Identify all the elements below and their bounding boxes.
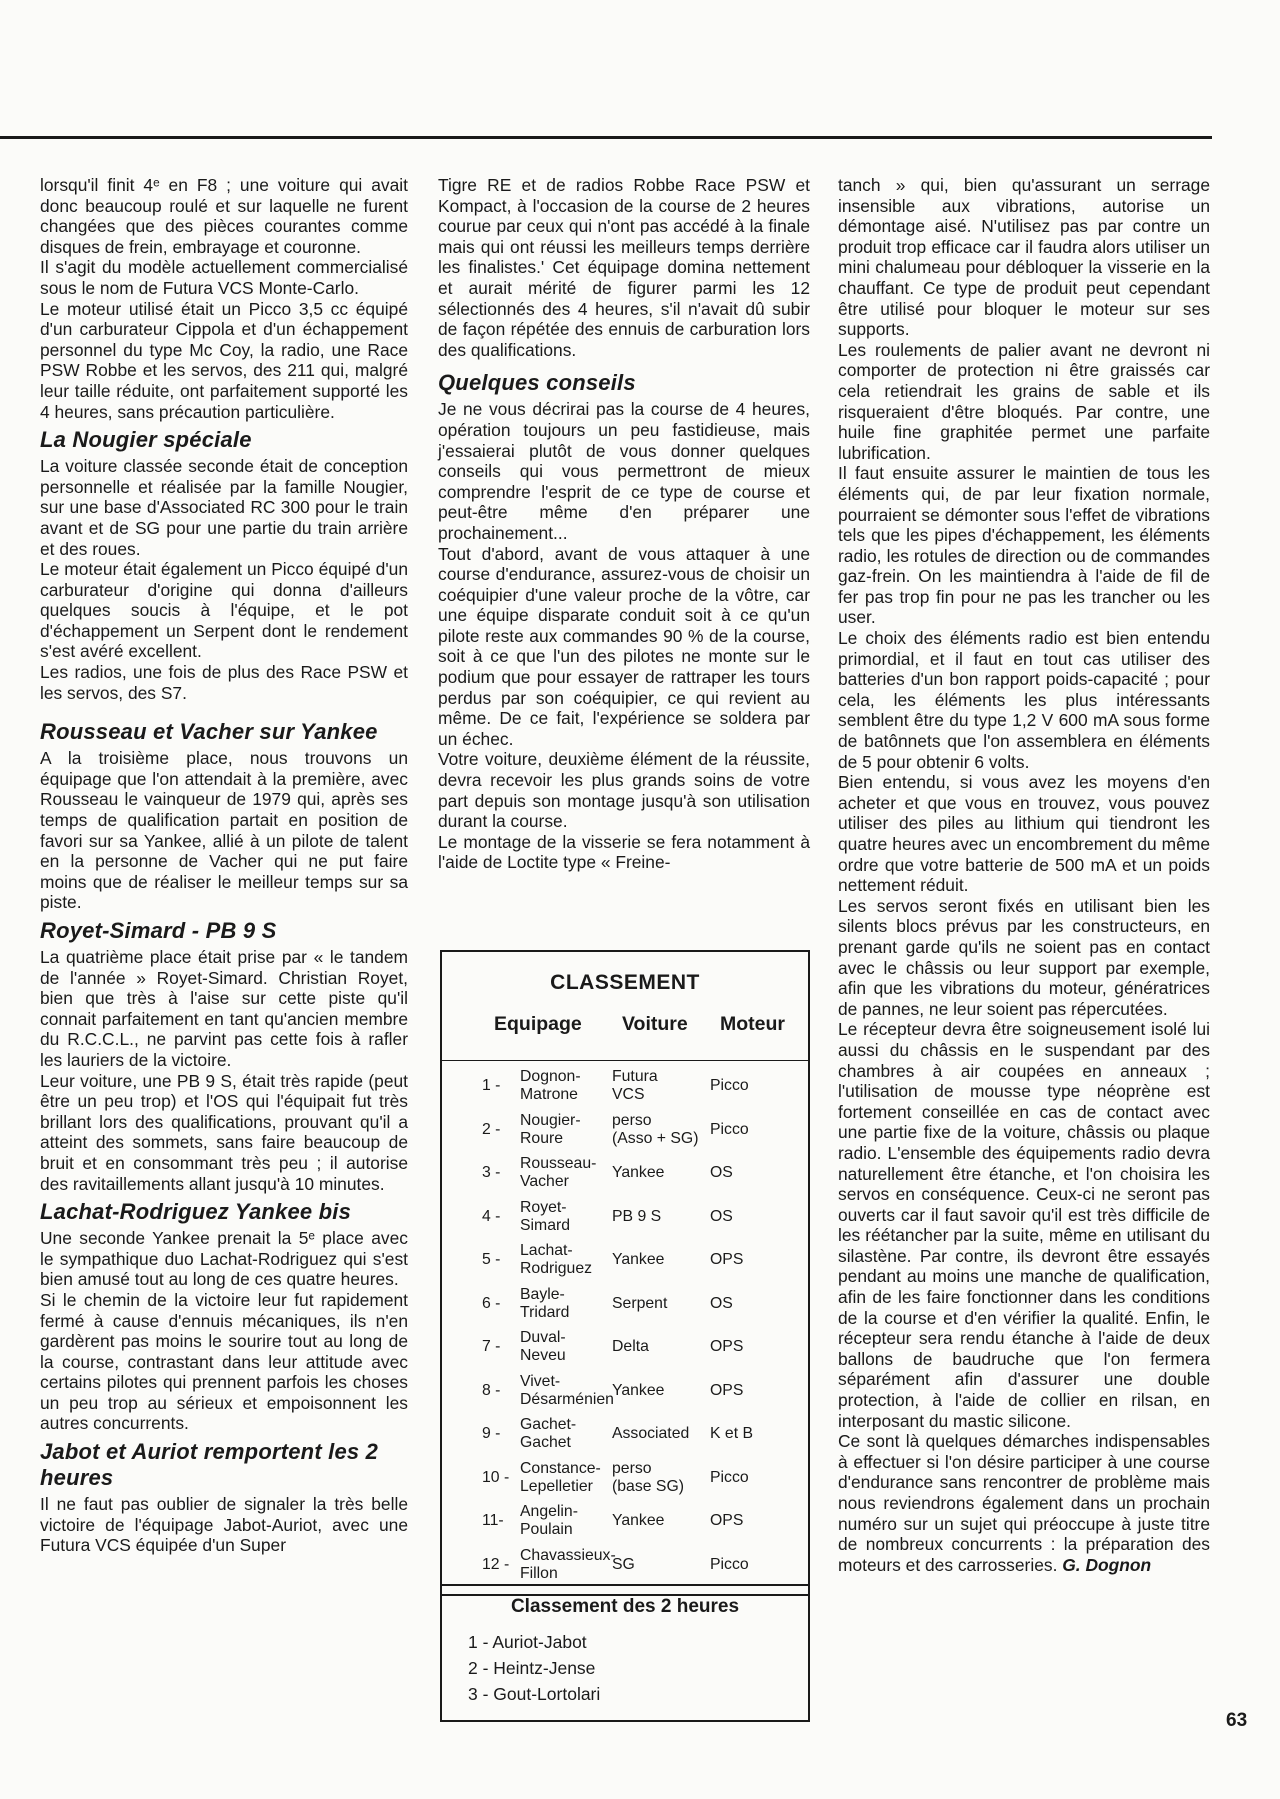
author-signature: G. Dognon — [1062, 1554, 1152, 1575]
classement-row — [442, 1547, 808, 1589]
paragraph: Tout d'abord, avant de vous attaquer à une course d'endurance, assurez-vous de choisir un coéquipier d'une valeur proche de la vôtre, car une équipe disparate conduit soit à ce qu'un pilote reste aux commandes 90 % de la course, soit à ce que l'un des pilotes ne monte sur le podium que pour essayer de rattraper les tours perdus par son coéquipier, ce qui revient au même. De ce fait, l'expérience se soldera par un échec. — [438, 543, 810, 749]
classement-header — [442, 1013, 808, 1045]
classement-2h-row: 2 - Heintz-Jense — [468, 1658, 596, 1678]
header-moteur: Moteur — [720, 1013, 785, 1035]
classement-row — [442, 1329, 808, 1371]
classement-row — [442, 1460, 808, 1502]
engine-cell: OPS — [710, 1338, 744, 1355]
car-cell: PB 9 S — [612, 1207, 662, 1225]
crew-cell: Nougier- Roure — [520, 1111, 581, 1147]
car-cell: perso (Asso + SG) — [612, 1111, 699, 1147]
paragraph: Les roulements de palier avant ne devront ni comporter de protection ni être graissés car cela retiendrait les grains de sable et ils risqueraient d'être bloqués. Par contre, une huile fine graphitée permet une parfaite lubrification. — [838, 339, 1210, 463]
classement-row — [442, 1286, 808, 1328]
engine-cell: OPS — [710, 1251, 744, 1268]
rank-cell: 9 - — [482, 1425, 501, 1442]
engine-cell: Picco — [710, 1468, 749, 1486]
paragraph: Une seconde Yankee prenait la 5ᵉ place avec le sympathique duo Lachat-Rodriguez qui s'est bien amusé tout au long de ces quatre heures. — [40, 1228, 408, 1290]
classement-row — [442, 1373, 808, 1415]
classement-2h-row: 3 - Gout-Lortolari — [468, 1684, 601, 1704]
closing-text: Ce sont là quelques démarches indispensables à effectuer si l'on désire participer à une course d'endurance sans rencontrer de problème mais nous reviendrons également dans un prochain numéro sur un sujet qui préoccupe à juste titre de nombreux concurrents : la préparation des moteurs et des carrosseries. — [838, 1431, 1210, 1575]
paragraph: Le récepteur devra être soigneusement isolé lui aussi du châssis en le suspendant par des chambres à air coupées en anneaux ; l'utilisation de mousse type néoprène est fortement conseillée en cas de contact avec une partie fixe de la voiture, châssis ou plaque radio. L'ensemble des équipements radio devra naturellement être étanche, et l'on choisira les servos en conséquence. Ceux-ci ne seront pas ouverts car il faut savoir qu'il est très difficile de les réétancher par la suite, même en utilisant du silastène. Par contre, ils devront être essayés pendant au moins une manche de qualification, afin de les faire fonctionner dans les conditions de la course et d'en vérifier la qualité. Enfin, le récepteur sera rendu étanche à l'aide de deux ballons de baudruche que l'on fermera séparément afin d'assurer une double protection, à l'aide de collier en rilsan, en interposant du mastic silicone. — [838, 1019, 1210, 1431]
classement-row — [442, 1155, 808, 1197]
rank-cell: 11- — [482, 1512, 504, 1529]
classement-box — [440, 950, 810, 1586]
classement-title: CLASSEMENT — [550, 971, 700, 994]
car-cell: Delta — [612, 1338, 649, 1355]
classement-row — [442, 1503, 808, 1545]
paragraph — [838, 1431, 1210, 1575]
header-divider — [442, 1060, 808, 1061]
crew-cell: Gachet- Gachet — [520, 1416, 577, 1451]
rank-cell: 8 - — [482, 1381, 501, 1399]
section-heading: Jabot et Auriot remportent les 2 heures — [40, 1439, 379, 1491]
engine-cell: OPS — [710, 1381, 744, 1399]
column-2 — [438, 175, 810, 873]
crew-cell: Vivet- Désarménien — [520, 1372, 614, 1408]
crew-cell: Constance- Lepelletier — [520, 1459, 601, 1495]
engine-cell: Picco — [710, 1555, 749, 1573]
paragraph: Le moteur était également un Picco équipé d'un carburateur d'origine qui donna d'ailleurs quelques soucis à l'équipe, et le pot d'échappement un Serpent dont le rendement s'est avéré excellent. — [40, 559, 408, 662]
car-cell: SG — [612, 1555, 635, 1573]
engine-cell: OPS — [710, 1512, 744, 1529]
header-equipage: Equipage — [494, 1013, 582, 1035]
classement-row — [442, 1068, 808, 1110]
classement-2h-title: Classement des 2 heures — [510, 1596, 740, 1617]
rank-cell: 5 - — [482, 1251, 501, 1268]
crew-cell: Lachat- Rodriguez — [520, 1242, 593, 1277]
car-cell: Serpent — [612, 1294, 668, 1312]
crew-cell: Angelin- Poulain — [520, 1503, 578, 1538]
section-heading: Quelques conseils — [438, 370, 636, 396]
section-heading: Rousseau et Vacher sur Yankee — [40, 719, 378, 745]
paragraph: Il s'agit du modèle actuellement commercialisé sous le nom de Futura VCS Monte-Carlo. — [40, 257, 408, 298]
section-heading: La Nougier spéciale — [40, 427, 252, 453]
classement-row — [442, 1416, 808, 1458]
paragraph: tanch » qui, bien qu'assurant un serrage insensible aux vibrations, autorise un démontage aisé. N'utilisez pas par contre un produit trop efficace car il faudra alors utiliser un mini chalumeau pour débloquer la visserie en la chauffant. Ce type de produit peut cependant être utilisé pour bloquer le moteur sur ses supports. — [838, 175, 1210, 340]
classement-2h-box — [440, 1586, 810, 1722]
car-cell: perso (base SG) — [612, 1459, 684, 1495]
engine-cell: Picco — [710, 1077, 749, 1094]
crew-cell: Chavassieux- Fillon — [520, 1546, 616, 1582]
rank-cell: 2 - — [482, 1120, 501, 1138]
page-number: 63 — [1226, 1710, 1248, 1731]
section-heading: Lachat-Rodriguez Yankee bis — [40, 1199, 352, 1225]
paragraph: Il ne faut pas oublier de signaler la très belle victoire de l'équipage Jabot-Auriot, avec une Futura VCS équipée d'un Super — [40, 1494, 408, 1556]
paragraph: Leur voiture, une PB 9 S, était très rapide (peut être un peu trop) et l'OS qui l'équipait fut très brillant lors des qualifications, prouvant qu'il a atteint des sommets, sans faire beaucoup de bruit et en consommant très peu ; il autorise des ravitaillements allant jusqu'à 10 minutes. — [40, 1070, 408, 1194]
car-cell: Yankee — [612, 1164, 665, 1181]
paragraph: Je ne vous décrirai pas la course de 4 heures, opération toujours un peu fastidieuse, mais j'essaierai plutôt de vous donner quelques conseils qui vous permettront de mieux comprendre l'esprit de ce type de course et peut-être même d'en préparer une prochainement... — [438, 399, 810, 543]
paragraph: Il faut ensuite assurer le maintien de tous les éléments qui, de par leur fixation normale, pourraient se démonter sous l'effet de vibrations tels que les pipes d'échappement, les éléments radio, les rotules de direction ou de commandes gaz-frein. On les maintiendra à l'aide de fil de fer pas trop fin pour ne pas les trancher ou les user. — [838, 463, 1210, 628]
rank-cell: 12 - — [482, 1555, 510, 1573]
rank-cell: 7 - — [482, 1338, 501, 1355]
paragraph: Votre voiture, deuxième élément de la réussite, devra recevoir les plus grands soins de votre part depuis son montage jusqu'à son utilisation durant la course. — [438, 749, 810, 832]
car-cell: Yankee — [612, 1251, 665, 1268]
section-heading: Royet-Simard - PB 9 S — [40, 918, 277, 943]
engine-cell: Picco — [710, 1120, 749, 1138]
paragraph: La voiture classée seconde était de conception personnelle et réalisée par la famille Nougier, sur une base d'Associated RC 300 pour le train avant et de SG pour une partie du train arrière et des roues. — [40, 456, 408, 559]
paragraph: Le montage de la visserie se fera notamment à l'aide de Loctite type « Freine- — [438, 831, 810, 873]
rank-cell: 4 - — [482, 1207, 501, 1225]
classement-row — [442, 1112, 808, 1154]
paragraph: La quatrième place était prise par « le tandem de l'année » Royet-Simard. Christian Royet, bien que très à l'aise sur cette piste qu'il connait parfaitement en tant qu'ancien membre du R.C.C.L., ne parvint pas cette fois à rafler les lauriers de la victoire. — [40, 947, 408, 1070]
header-voiture: Voiture — [622, 1013, 688, 1035]
car-cell: Yankee — [612, 1512, 665, 1529]
paragraph: lorsqu'il finit 4ᵉ en F8 ; une voiture qui avait donc beaucoup roulé et sur laquelle ne furent changées que des pièces courantes comme disques de frein, embrayage et couronne. — [40, 175, 408, 257]
rank-cell: 6 - — [482, 1294, 501, 1312]
paragraph: Les radios, une fois de plus des Race PSW et les servos, des S7. — [40, 662, 408, 703]
top-rule — [0, 136, 1212, 139]
paragraph: Le choix des éléments radio est bien entendu primordial, et il faut en tout cas utiliser des batteries d'un bon rapport poids-capacité ; pour cela, les éléments les plus intéressants semblent être du type 1,2 V 600 mA sous forme de batônnets que l'on assemblera en éléments de 5 pour obtenir 6 volts. — [838, 628, 1210, 772]
classement-row — [442, 1242, 808, 1284]
engine-cell: OS — [710, 1164, 733, 1181]
crew-cell: Dognon- Matrone — [520, 1068, 581, 1103]
engine-cell: K et B — [710, 1425, 754, 1442]
engine-cell: OS — [710, 1294, 733, 1312]
car-cell: Associated — [612, 1425, 690, 1442]
crew-cell: Royet- Simard — [520, 1198, 571, 1234]
engine-cell: OS — [710, 1207, 733, 1225]
paragraph: A la troisième place, nous trouvons un équipage que l'on attendait à la première, avec Rousseau le vainqueur de 1979 qui, après ses temps de qualification partait en position de favori sur sa Yankee, allié à un pilote de talent en la personne de Vacher qui ne put faire moins que de réaliser le meilleur temps sur sa piste. — [40, 748, 408, 913]
rank-cell: 1 - — [482, 1077, 501, 1094]
paragraph: Bien entendu, si vous avez les moyens d'en acheter et que vous en trouvez, vous pouvez utiliser des piles au lithium qui tiendront les quatre heures avec un encombrement du même ordre que votre batterie de 500 mA et un poids nettement réduit. — [838, 772, 1210, 896]
car-cell: Futura VCS — [612, 1068, 658, 1103]
paragraph: Tigre RE et de radios Robbe Race PSW et Kompact, à l'occasion de la course de 2 heures courue par ceux qui n'ont pas accédé à la finale mais qui ont réussi les meilleurs temps derrière les finalistes.' Cet équipage domina nettement et aurait mérité de figurer parmi les 12 sélectionnés des 4 heures, s'il n'avait dû subir de façon répétée des ennuis de carburation lors des qualifications. — [438, 175, 810, 360]
crew-cell: Rousseau- Vacher — [520, 1155, 597, 1190]
car-cell: Yankee — [612, 1381, 665, 1399]
paragraph: Si le chemin de la victoire leur fut rapidement fermé à cause d'ennuis mécaniques, ils n'en gardèrent pas moins le sourire tout au long de la course, contrastant dans leur attitude avec certains pilotes qui prennent parfois les choses un peu trop au sérieux et empoisonnent les autres concurrents. — [40, 1289, 408, 1434]
column-3 — [838, 175, 1210, 1575]
rank-cell: 3 - — [482, 1164, 501, 1181]
classement-2h-row: 1 - Auriot-Jabot — [468, 1632, 587, 1652]
classement-row — [442, 1199, 808, 1241]
crew-cell: Bayle- Tridard — [520, 1285, 570, 1321]
paragraph: Les servos seront fixés en utilisant bien les silents blocs prévus par les constructeurs, en prenant garde qu'ils ne soient pas en contact avec le châssis ou leur support par exemple, afin que les vibrations du moteur, génératrices de pannes, ne leur soient pas répercutées. — [838, 895, 1210, 1019]
paragraph: Le moteur utilisé était un Picco 3,5 cc équipé d'un carburateur Cippola et d'un échappement personnel du type Mc Coy, la radio, une Race PSW Robbe et les servos, des 211 qui, malgré leur taille réduite, ont parfaitement supporté les 4 heures, sans précaution particulière. — [40, 298, 408, 422]
rank-cell: 10 - — [482, 1468, 510, 1486]
column-1 — [40, 175, 408, 1556]
crew-cell: Duval- Neveu — [520, 1329, 566, 1364]
